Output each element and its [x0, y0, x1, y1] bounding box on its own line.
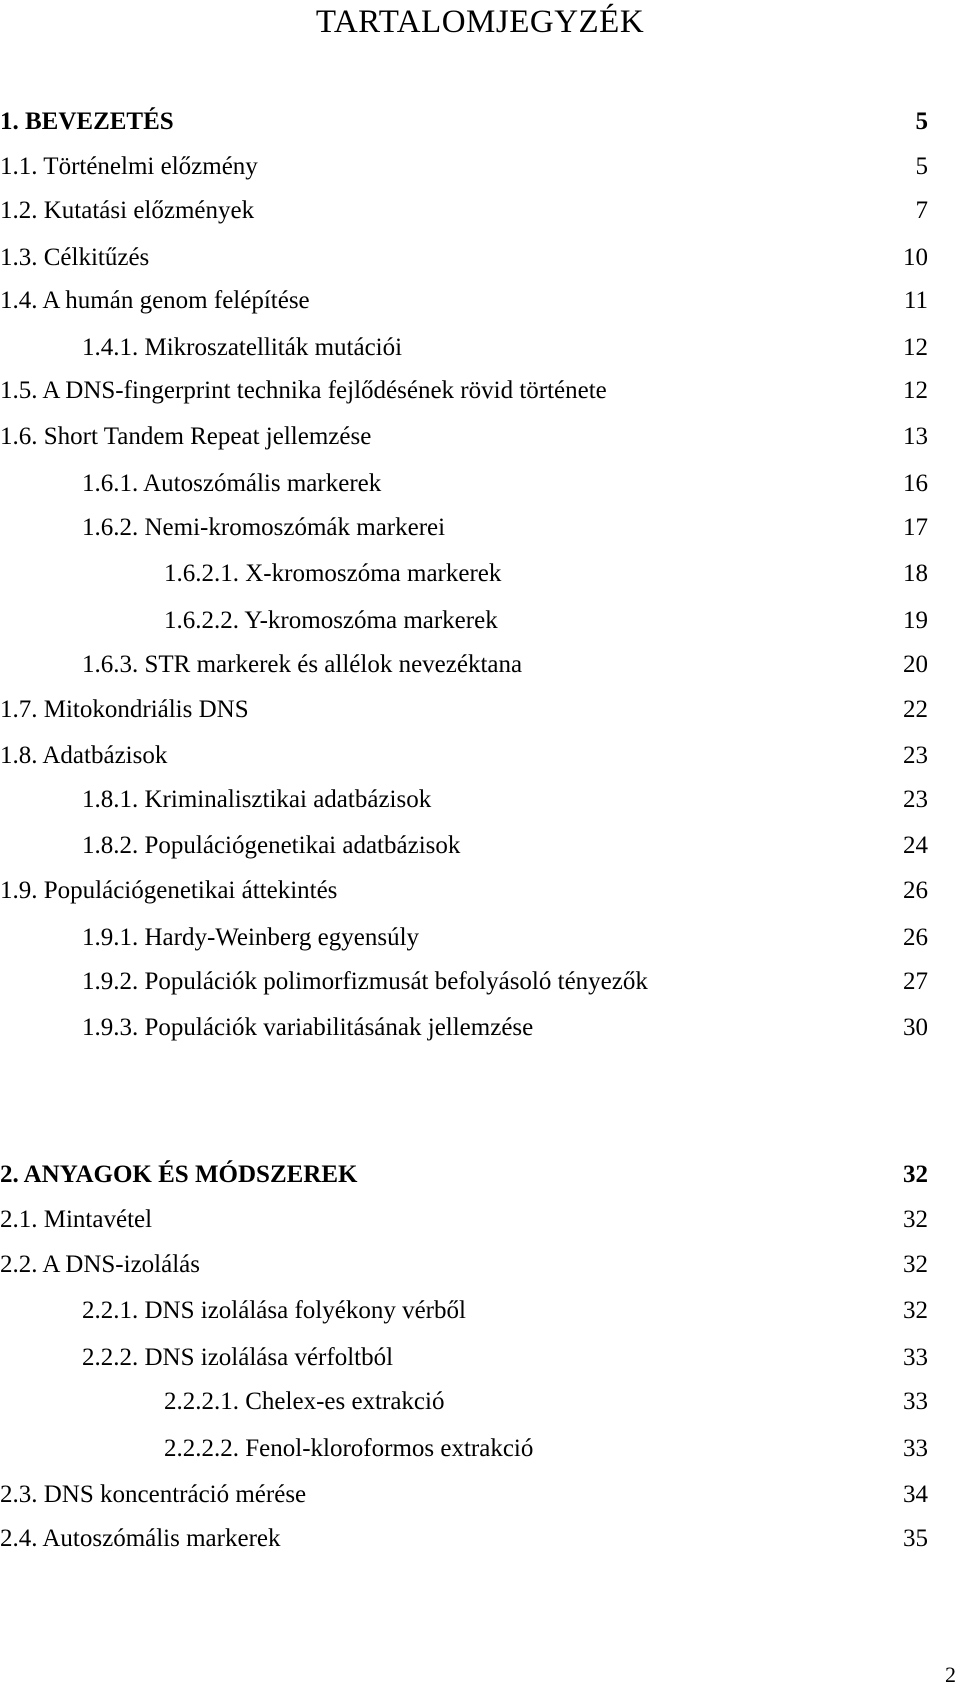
toc-entry-2-4[interactable] — [0, 1521, 960, 1557]
toc-entry-page: 24 — [903, 832, 928, 859]
toc-entry-label: 2.2.2. DNS izolálása vérfoltból — [82, 1344, 394, 1371]
page-number: 2 — [945, 1662, 956, 1687]
toc-entry-2-2-2-1[interactable] — [0, 1384, 960, 1420]
toc-entry-label: 1.9.2. Populációk polimorfizmusát befolyásoló tényezők — [82, 968, 648, 995]
toc-entry-page: 11 — [903, 287, 928, 314]
toc-entry-label: 1.8.2. Populációgenetikai adatbázisok — [82, 832, 461, 859]
toc-entry-label: 1.9.3. Populációk variabilitásának jellemzése — [82, 1014, 534, 1041]
toc-entry-page: 13 — [903, 423, 928, 450]
toc-entry-label: 2.2.1. DNS izolálása folyékony vérből — [82, 1297, 466, 1324]
toc-entry-label: 1.6.3. STR markerek és allélok nevezéktana — [82, 651, 523, 678]
toc-entry-1-6-2-2[interactable] — [0, 603, 960, 639]
toc-entry-2-2-2-2[interactable] — [0, 1431, 960, 1467]
toc-entry-2-1[interactable] — [0, 1202, 960, 1238]
toc-entry-1-9-2[interactable] — [0, 964, 960, 1000]
toc-entry-page: 19 — [903, 607, 928, 634]
toc-entry-page: 33 — [903, 1388, 928, 1415]
toc-entry-page: 26 — [903, 877, 928, 904]
toc-entry-page: 5 — [915, 108, 928, 135]
toc-entry-label: 1.8. Adatbázisok — [0, 742, 168, 769]
toc-entry-label: 1.7. Mitokondriális DNS — [0, 696, 249, 723]
toc-entry-page: 32 — [903, 1206, 928, 1233]
toc-entry-page: 34 — [903, 1481, 928, 1508]
toc-entry-page: 10 — [903, 244, 928, 271]
toc-entry-label: 1.6.2. Nemi-kromoszómák markerei — [82, 514, 446, 541]
toc-entry-1-8-1[interactable] — [0, 782, 960, 818]
toc-entry-1-3[interactable] — [0, 240, 960, 276]
toc-entry-page: 26 — [903, 924, 928, 951]
toc-entry-label: 1.6.1. Autoszómális markerek — [82, 470, 382, 497]
toc-entry-1-4[interactable] — [0, 283, 960, 319]
toc-entry-label: 1.9.1. Hardy-Weinberg egyensúly — [82, 924, 420, 951]
toc-entry-1-6-1[interactable] — [0, 466, 960, 502]
toc-entry-page: 16 — [903, 470, 928, 497]
toc-entry-label: 1.4.1. Mikroszatelliták mutációi — [82, 334, 403, 361]
toc-entry-page: 22 — [903, 696, 928, 723]
toc-entry-page: 32 — [903, 1161, 928, 1188]
toc-entry-page: 35 — [903, 1525, 928, 1552]
toc-entry-label: 2.2.2.1. Chelex-es extrakció — [164, 1388, 445, 1415]
toc-entry-page: 12 — [903, 334, 928, 361]
toc-entry-page: 17 — [903, 514, 928, 541]
page-title: TARTALOMJEGYZÉK — [315, 4, 645, 40]
toc-entry-label: 1.5. A DNS-fingerprint technika fejlődésének rövid története — [0, 377, 607, 404]
toc-entry-1-5[interactable] — [0, 373, 960, 409]
toc-entry-2-2-2[interactable] — [0, 1340, 960, 1376]
toc-entry-page: 33 — [903, 1435, 928, 1462]
toc-entry-2-3[interactable] — [0, 1477, 960, 1513]
toc-entry-page: 18 — [903, 560, 928, 587]
toc-entry-1-7[interactable] — [0, 692, 960, 728]
toc-entry-page: 27 — [903, 968, 928, 995]
toc-entry-1-6-2[interactable] — [0, 510, 960, 546]
toc-entry-1-1[interactable] — [0, 149, 960, 185]
toc-entry-1-6[interactable] — [0, 419, 960, 455]
toc-entry-1-8[interactable] — [0, 738, 960, 774]
toc-entry-page: 32 — [903, 1251, 928, 1278]
toc-entry-label: 2.2.2.2. Fenol-kloroformos extrakció — [164, 1435, 534, 1462]
toc-entry-1-9-1[interactable] — [0, 920, 960, 956]
toc-entry-label: 2.3. DNS koncentráció mérése — [0, 1481, 307, 1508]
toc-entry-1[interactable] — [0, 104, 960, 140]
toc-entry-label: 1.9. Populációgenetikai áttekintés — [0, 877, 338, 904]
toc-entry-2-2-1[interactable] — [0, 1293, 960, 1329]
toc-entry-label: 2.1. Mintavétel — [0, 1206, 153, 1233]
toc-entry-1-9-3[interactable] — [0, 1010, 960, 1046]
toc-entry-label: 2.4. Autoszómális markerek — [0, 1525, 281, 1552]
toc-entry-1-6-2-1[interactable] — [0, 556, 960, 592]
toc-entry-page: 33 — [903, 1344, 928, 1371]
toc-entry-label: 1. BEVEZETÉS — [0, 108, 174, 135]
toc-entry-page: 23 — [903, 786, 928, 813]
toc-entry-page: 5 — [915, 153, 928, 180]
toc-entry-label: 1.6.2.1. X-kromoszóma markerek — [164, 560, 502, 587]
toc-entry-page: 20 — [903, 651, 928, 678]
toc-entry-label: 1.6. Short Tandem Repeat jellemzése — [0, 423, 372, 450]
toc-entry-page: 12 — [903, 377, 928, 404]
toc-entry-page: 7 — [915, 197, 928, 224]
toc-entry-label: 1.6.2.2. Y-kromoszóma markerek — [164, 607, 498, 634]
toc-entry-label: 1.3. Célkitűzés — [0, 244, 150, 271]
toc-entry-page: 30 — [903, 1014, 928, 1041]
toc-entry-label: 1.1. Történelmi előzmény — [0, 153, 258, 180]
toc-entry-label: 2. ANYAGOK ÉS MÓDSZEREK — [0, 1161, 358, 1188]
toc-entry-page: 23 — [903, 742, 928, 769]
toc-entry-1-9[interactable] — [0, 873, 960, 909]
toc-entry-2[interactable] — [0, 1157, 960, 1193]
toc-entry-1-4-1[interactable] — [0, 330, 960, 366]
toc-entry-label: 1.8.1. Kriminalisztikai adatbázisok — [82, 786, 432, 813]
toc-entry-label: 1.4. A humán genom felépítése — [0, 287, 310, 314]
toc-entry-2-2[interactable] — [0, 1247, 960, 1283]
toc-entry-page: 32 — [903, 1297, 928, 1324]
toc-entry-1-8-2[interactable] — [0, 828, 960, 864]
toc-entry-label: 1.2. Kutatási előzmények — [0, 197, 255, 224]
toc-entry-1-6-3[interactable] — [0, 647, 960, 683]
toc-entry-1-2[interactable] — [0, 193, 960, 229]
toc-entry-label: 2.2. A DNS-izolálás — [0, 1251, 200, 1278]
